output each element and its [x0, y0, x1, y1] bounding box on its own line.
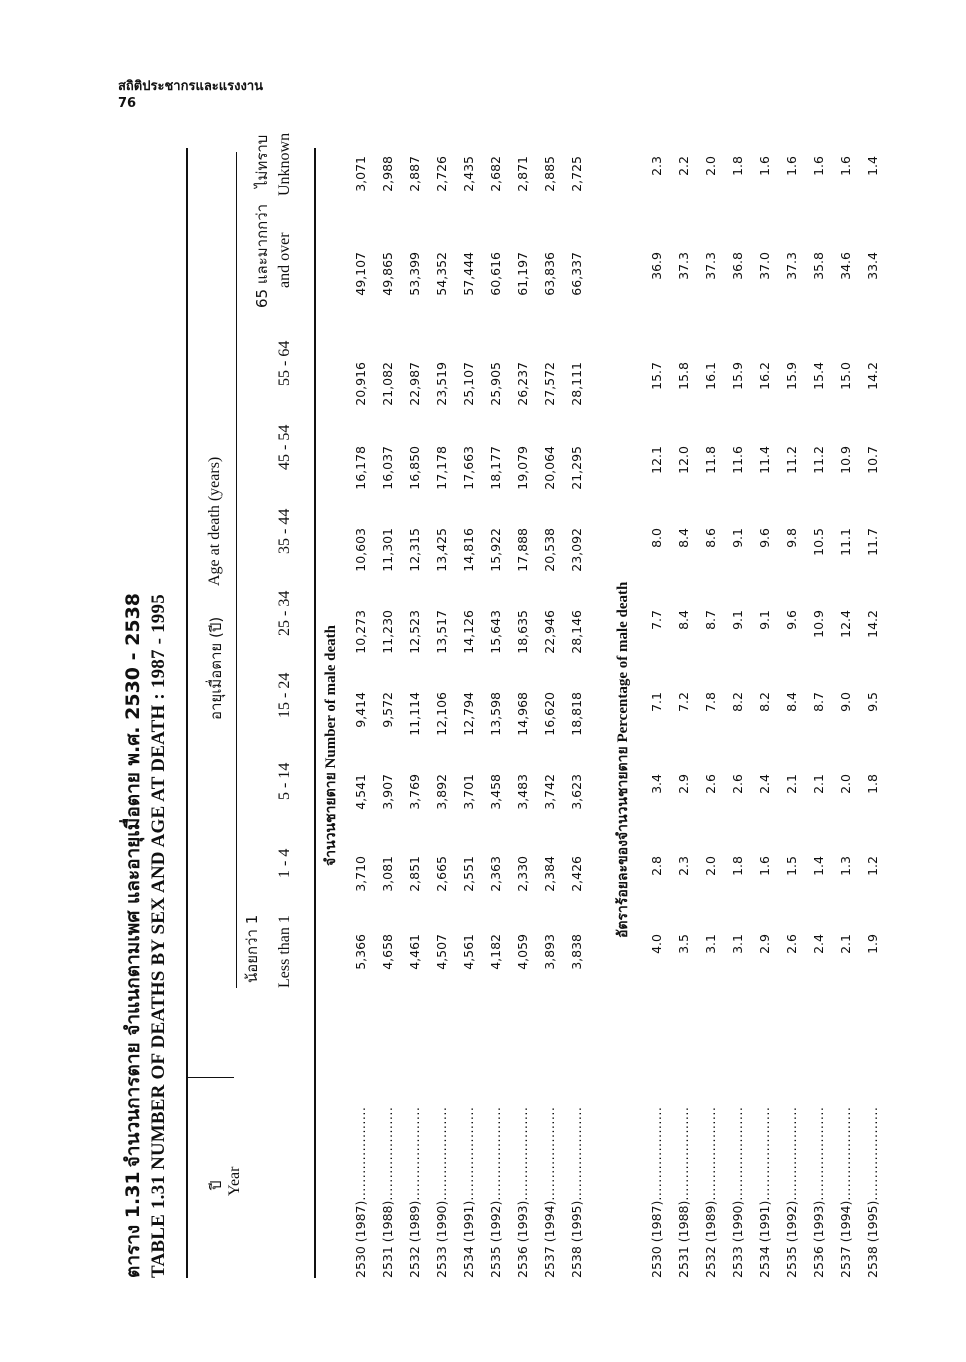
table-row: [428, 156, 455, 1278]
table-cell: 9,414: [353, 692, 368, 728]
col-25-34: 25 - 34: [276, 590, 293, 636]
table-cell: 36.9: [649, 252, 664, 280]
year-header-english: Year: [226, 1166, 243, 1196]
table-cell: 11.6: [730, 446, 745, 474]
stub-divider: [186, 1077, 234, 1078]
dot-leader: .....................: [676, 1106, 691, 1201]
table-cell: 2,887: [407, 156, 422, 192]
table-cell: 7.7: [649, 610, 664, 630]
table-cell: 2.1: [811, 774, 826, 794]
table-cell: 1.2: [865, 856, 880, 876]
col-65-over-thai: 65 และมากกว่า: [253, 203, 271, 308]
row-year: 2535 (1992).....................: [488, 1106, 503, 1278]
table-cell: 49,107: [353, 252, 368, 296]
dot-leader: .....................: [838, 1106, 853, 1201]
row-year: 2536 (1993).....................: [515, 1106, 530, 1278]
table-cell: 2,435: [461, 156, 476, 192]
table-cell: 2.0: [703, 156, 718, 176]
table-cell: 21,295: [569, 446, 584, 490]
table-cell: 4,541: [353, 774, 368, 810]
table-cell: 12.4: [838, 610, 853, 638]
table-cell: 49,865: [380, 252, 395, 296]
table-cell: 1.4: [865, 156, 880, 176]
table-cell: 14.2: [865, 610, 880, 638]
table-cell: 15.9: [784, 362, 799, 390]
table-cell: 3.4: [649, 774, 664, 794]
table-cell: 11.4: [757, 446, 772, 474]
row-year: 2530 (1987).....................: [649, 1106, 664, 1278]
table-row: [509, 156, 536, 1278]
top-rule: [186, 148, 188, 1278]
table-cell: 9.1: [730, 528, 745, 548]
table-cell: 3.1: [730, 934, 745, 954]
col-under1-english: Less than 1: [276, 915, 293, 988]
dot-leader: .....................: [649, 1106, 664, 1201]
table-cell: 28,111: [569, 362, 584, 406]
table-cell: 12,523: [407, 610, 422, 654]
table-cell: 18,818: [569, 692, 584, 736]
dot-leader: .....................: [811, 1106, 826, 1201]
table-cell: 1.4: [811, 856, 826, 876]
table-cell: 8.4: [784, 692, 799, 712]
section-label-percentage: อัตราร้อยละของจำนวนชายตาย Percentage of male death: [615, 581, 631, 938]
section-label-number: จำนวนชายตาย Number of male death: [323, 624, 339, 866]
table-cell: 9.6: [784, 610, 799, 630]
table-cell: 9.6: [757, 528, 772, 548]
table-row: [697, 156, 724, 1278]
table-row: [724, 156, 751, 1278]
dot-leader: .....................: [784, 1106, 799, 1201]
table-cell: 63,836: [542, 252, 557, 296]
dot-leader: .....................: [757, 1106, 772, 1201]
table-cell: 21,082: [380, 362, 395, 406]
year-header-thai: ปี: [207, 1180, 225, 1190]
table-cell: 3,701: [461, 774, 476, 810]
table-cell: 15.8: [676, 362, 691, 390]
table-cell: 10,273: [353, 610, 368, 654]
table-cell: 12.1: [649, 446, 664, 474]
table-cell: 4.0: [649, 934, 664, 954]
table-cell: 3,838: [569, 934, 584, 970]
table-cell: 15.0: [838, 362, 853, 390]
table-cell: 54,352: [434, 252, 449, 296]
table-row: [563, 156, 590, 1278]
table-cell: 19,079: [515, 446, 530, 490]
table-cell: 2.4: [757, 774, 772, 794]
table-cell: 3,071: [353, 156, 368, 192]
table-cell: 14,816: [461, 528, 476, 572]
table-cell: 26,237: [515, 362, 530, 406]
row-year: 2537 (1994).....................: [838, 1106, 853, 1278]
table-cell: 37.3: [784, 252, 799, 280]
table-cell: 4,561: [461, 934, 476, 970]
page-number: 76: [118, 96, 137, 111]
table-cell: 2,330: [515, 856, 530, 892]
row-year: 2530 (1987).....................: [353, 1106, 368, 1278]
table-cell: 8.2: [757, 692, 772, 712]
col-65-over-english: and over: [276, 232, 293, 288]
table-row: [455, 156, 482, 1278]
table-cell: 13,425: [434, 528, 449, 572]
table-row: [643, 156, 670, 1278]
table-cell: 2.1: [838, 934, 853, 954]
table-cell: 11.8: [703, 446, 718, 474]
table-cell: 4,461: [407, 934, 422, 970]
table-cell: 2.8: [649, 856, 664, 876]
table-cell: 9.1: [757, 610, 772, 630]
table-cell: 2,426: [569, 856, 584, 892]
dot-leader: .....................: [353, 1106, 368, 1201]
table-cell: 3,081: [380, 856, 395, 892]
table-cell: 2.6: [703, 774, 718, 794]
table-cell: 23,519: [434, 362, 449, 406]
table-cell: 16,850: [407, 446, 422, 490]
table-cell: 11.2: [784, 446, 799, 474]
table-cell: 2.3: [676, 856, 691, 876]
table-cell: 9.5: [865, 692, 880, 712]
table-cell: 22,987: [407, 362, 422, 406]
col-15-24: 15 - 24: [276, 672, 293, 718]
table-cell: 14.2: [865, 362, 880, 390]
table-cell: 16.1: [703, 362, 718, 390]
table-cell: 11,114: [407, 692, 422, 736]
table-cell: 1.6: [811, 156, 826, 176]
dot-leader: .....................: [730, 1106, 745, 1201]
table-cell: 12,106: [434, 692, 449, 736]
row-year: 2533 (1990).....................: [730, 1106, 745, 1278]
table-cell: 25,905: [488, 362, 503, 406]
dot-leader: .....................: [703, 1106, 718, 1201]
col-unknown-thai: ไม่ทราบ: [253, 134, 271, 188]
dot-leader: .....................: [407, 1106, 422, 1201]
table-cell: 8.2: [730, 692, 745, 712]
table-cell: 7.1: [649, 692, 664, 712]
table-row: [347, 156, 374, 1278]
table-cell: 8.4: [676, 610, 691, 630]
table-cell: 15.4: [811, 362, 826, 390]
table-cell: 10.7: [865, 446, 880, 474]
table-cell: 17,663: [461, 446, 476, 490]
table-cell: 11,230: [380, 610, 395, 654]
table-cell: 2,363: [488, 856, 503, 892]
publication-title: สถิติประชากรและแรงงาน: [118, 79, 264, 94]
table-cell: 34.6: [838, 252, 853, 280]
table-cell: 11.1: [838, 528, 853, 556]
table-cell: 14,968: [515, 692, 530, 736]
table-cell: 35.8: [811, 252, 826, 280]
table-cell: 15,922: [488, 528, 503, 572]
table-cell: 2,726: [434, 156, 449, 192]
table-cell: 2,665: [434, 856, 449, 892]
table-cell: 2.1: [784, 774, 799, 794]
table-cell: 61,197: [515, 252, 530, 296]
table-cell: 11.7: [865, 528, 880, 556]
table-cell: 37.0: [757, 252, 772, 280]
dot-leader: .....................: [569, 1106, 584, 1201]
table-cell: 10.9: [811, 610, 826, 638]
col-35-44: 35 - 44: [276, 508, 293, 554]
table-cell: 4,059: [515, 934, 530, 970]
row-year: 2538 (1995).....................: [865, 1106, 880, 1278]
table-cell: 23,092: [569, 528, 584, 572]
table-cell: 4,182: [488, 934, 503, 970]
table-cell: 11.2: [811, 446, 826, 474]
age-group-header-english: Age at death (years): [206, 456, 223, 586]
table-cell: 16,178: [353, 446, 368, 490]
dot-leader: .....................: [434, 1106, 449, 1201]
table-row: [401, 156, 428, 1278]
dot-leader: .....................: [488, 1106, 503, 1201]
table-cell: 1.8: [865, 774, 880, 794]
table-cell: 3,742: [542, 774, 557, 810]
table-cell: 2,871: [515, 156, 530, 192]
table-cell: 20,538: [542, 528, 557, 572]
table-title-thai: [118, 593, 148, 1278]
table-cell: 3,458: [488, 774, 503, 810]
row-year: 2536 (1993).....................: [811, 1106, 826, 1278]
table-cell: 10.5: [811, 528, 826, 556]
table-row: [751, 156, 778, 1278]
col-unknown-english: Unknown: [276, 132, 293, 196]
table-cell: 8.4: [676, 528, 691, 548]
table-cell: 3,907: [380, 774, 395, 810]
dot-leader: .....................: [380, 1106, 395, 1201]
table-cell: 3.5: [676, 934, 691, 954]
table-number-of-male-death: [347, 156, 590, 1278]
row-year: 2533 (1990).....................: [434, 1106, 449, 1278]
table-cell: 13,517: [434, 610, 449, 654]
table-cell: 2.0: [703, 856, 718, 876]
table-cell: 1.8: [730, 156, 745, 176]
table-row: [536, 156, 563, 1278]
table-cell: 18,635: [515, 610, 530, 654]
table-cell: 3.1: [703, 934, 718, 954]
table-cell: 2.4: [811, 934, 826, 954]
row-year: 2535 (1992).....................: [784, 1106, 799, 1278]
table-cell: 1.6: [784, 156, 799, 176]
rotated-table-sheet: [100, 58, 900, 1278]
table-cell: 57,444: [461, 252, 476, 296]
table-cell: 2.6: [730, 774, 745, 794]
table-row: [859, 156, 886, 1278]
table-cell: 37.3: [676, 252, 691, 280]
table-cell: 8.7: [811, 692, 826, 712]
table-cell: 1.8: [730, 856, 745, 876]
header-divider: [236, 152, 237, 988]
row-year: 2532 (1989).....................: [703, 1106, 718, 1278]
table-cell: 1.6: [757, 856, 772, 876]
dot-leader: .....................: [865, 1106, 880, 1201]
table-cell: 18,177: [488, 446, 503, 490]
row-year: 2531 (1988).....................: [676, 1106, 691, 1278]
table-cell: 3,892: [434, 774, 449, 810]
header-rule: [314, 148, 316, 1278]
table-cell: 3,710: [353, 856, 368, 892]
row-year: 2537 (1994).....................: [542, 1106, 557, 1278]
table-number-thai: ตาราง 1.31: [122, 1171, 144, 1278]
dot-leader: .....................: [542, 1106, 557, 1201]
col-5-14: 5 - 14: [276, 762, 293, 800]
table-cell: 12.0: [676, 446, 691, 474]
table-cell: 9,572: [380, 692, 395, 728]
row-year: 2534 (1991).....................: [461, 1106, 476, 1278]
table-cell: 4,507: [434, 934, 449, 970]
table-cell: 9.1: [730, 610, 745, 630]
table-cell: 27,572: [542, 362, 557, 406]
table-cell: 2,885: [542, 156, 557, 192]
table-cell: 5,366: [353, 934, 368, 970]
table-title-english: TABLE 1.31 NUMBER OF DEATHS BY SEX AND AGE AT DEATH : 1987 - 1995: [148, 594, 169, 1278]
dot-leader: .....................: [461, 1106, 476, 1201]
table-cell: 1.5: [784, 856, 799, 876]
table-row: [670, 156, 697, 1278]
table-cell: 2,682: [488, 156, 503, 192]
table-cell: 2.0: [838, 774, 853, 794]
table-cell: 2.9: [676, 774, 691, 794]
table-cell: 10.9: [838, 446, 853, 474]
table-cell: 14,126: [461, 610, 476, 654]
table-cell: 2,384: [542, 856, 557, 892]
table-cell: 2.9: [757, 934, 772, 954]
table-cell: 60,616: [488, 252, 503, 296]
col-45-54: 45 - 54: [276, 424, 293, 470]
table-cell: 2,851: [407, 856, 422, 892]
table-cell: 2.6: [784, 934, 799, 954]
table-cell: 37.3: [703, 252, 718, 280]
table-row: [482, 156, 509, 1278]
table-cell: 13,598: [488, 692, 503, 736]
table-cell: 20,916: [353, 362, 368, 406]
col-1-4: 1 - 4: [276, 848, 293, 878]
table-cell: 3,483: [515, 774, 530, 810]
table-cell: 9.8: [784, 528, 799, 548]
table-cell: 12,794: [461, 692, 476, 736]
table-cell: 15,643: [488, 610, 503, 654]
table-cell: 17,178: [434, 446, 449, 490]
table-cell: 7.2: [676, 692, 691, 712]
table-cell: 28,146: [569, 610, 584, 654]
table-cell: 7.8: [703, 692, 718, 712]
table-cell: 8.7: [703, 610, 718, 630]
table-percentage-of-male-death: [643, 156, 886, 1278]
table-cell: 3,893: [542, 934, 557, 970]
table-cell: 4,658: [380, 934, 395, 970]
row-year: 2538 (1995).....................: [569, 1106, 584, 1278]
table-cell: 25,107: [461, 362, 476, 406]
table-cell: 36.8: [730, 252, 745, 280]
table-row: [374, 156, 401, 1278]
row-year: 2531 (1988).....................: [380, 1106, 395, 1278]
col-55-64: 55 - 64: [276, 340, 293, 386]
row-year: 2534 (1991).....................: [757, 1106, 772, 1278]
table-cell: 20,064: [542, 446, 557, 490]
table-cell: 17,888: [515, 528, 530, 572]
table-cell: 8.6: [703, 528, 718, 548]
table-cell: 8.0: [649, 528, 664, 548]
table-row: [832, 156, 859, 1278]
table-cell: 16,037: [380, 446, 395, 490]
table-cell: 1.6: [757, 156, 772, 176]
table-row: [778, 156, 805, 1278]
table-cell: 9.0: [838, 692, 853, 712]
table-cell: 2.2: [676, 156, 691, 176]
table-cell: 2.3: [649, 156, 664, 176]
table-cell: 66,337: [569, 252, 584, 296]
table-cell: 16.2: [757, 362, 772, 390]
table-cell: 12,315: [407, 528, 422, 572]
table-cell: 10,603: [353, 528, 368, 572]
table-cell: 16,620: [542, 692, 557, 736]
table-cell: 15.7: [649, 362, 664, 390]
table-row: [805, 156, 832, 1278]
dot-leader: .....................: [515, 1106, 530, 1201]
table-cell: 33.4: [865, 252, 880, 280]
table-cell: 22,946: [542, 610, 557, 654]
table-cell: 3,623: [569, 774, 584, 810]
row-year: 2532 (1989).....................: [407, 1106, 422, 1278]
table-cell: 1.9: [865, 934, 880, 954]
table-cell: 15.9: [730, 362, 745, 390]
col-under1-thai: น้อยกว่า 1: [243, 914, 261, 983]
table-cell: 2,551: [461, 856, 476, 892]
table-cell: 1.6: [838, 156, 853, 176]
table-cell: 11,301: [380, 528, 395, 572]
age-group-header-thai: อายุเมื่อตาย (ปี): [207, 616, 225, 720]
table-cell: 2,988: [380, 156, 395, 192]
table-cell: 3,769: [407, 774, 422, 810]
table-cell: 1.3: [838, 856, 853, 876]
table-cell: 2,725: [569, 156, 584, 192]
table-caption-thai: จำนวนการตาย จำแนกตามเพศ และอายุเมื่อตาย พ.ศ. 2530 - 2538: [122, 592, 144, 1168]
table-cell: 53,399: [407, 252, 422, 296]
